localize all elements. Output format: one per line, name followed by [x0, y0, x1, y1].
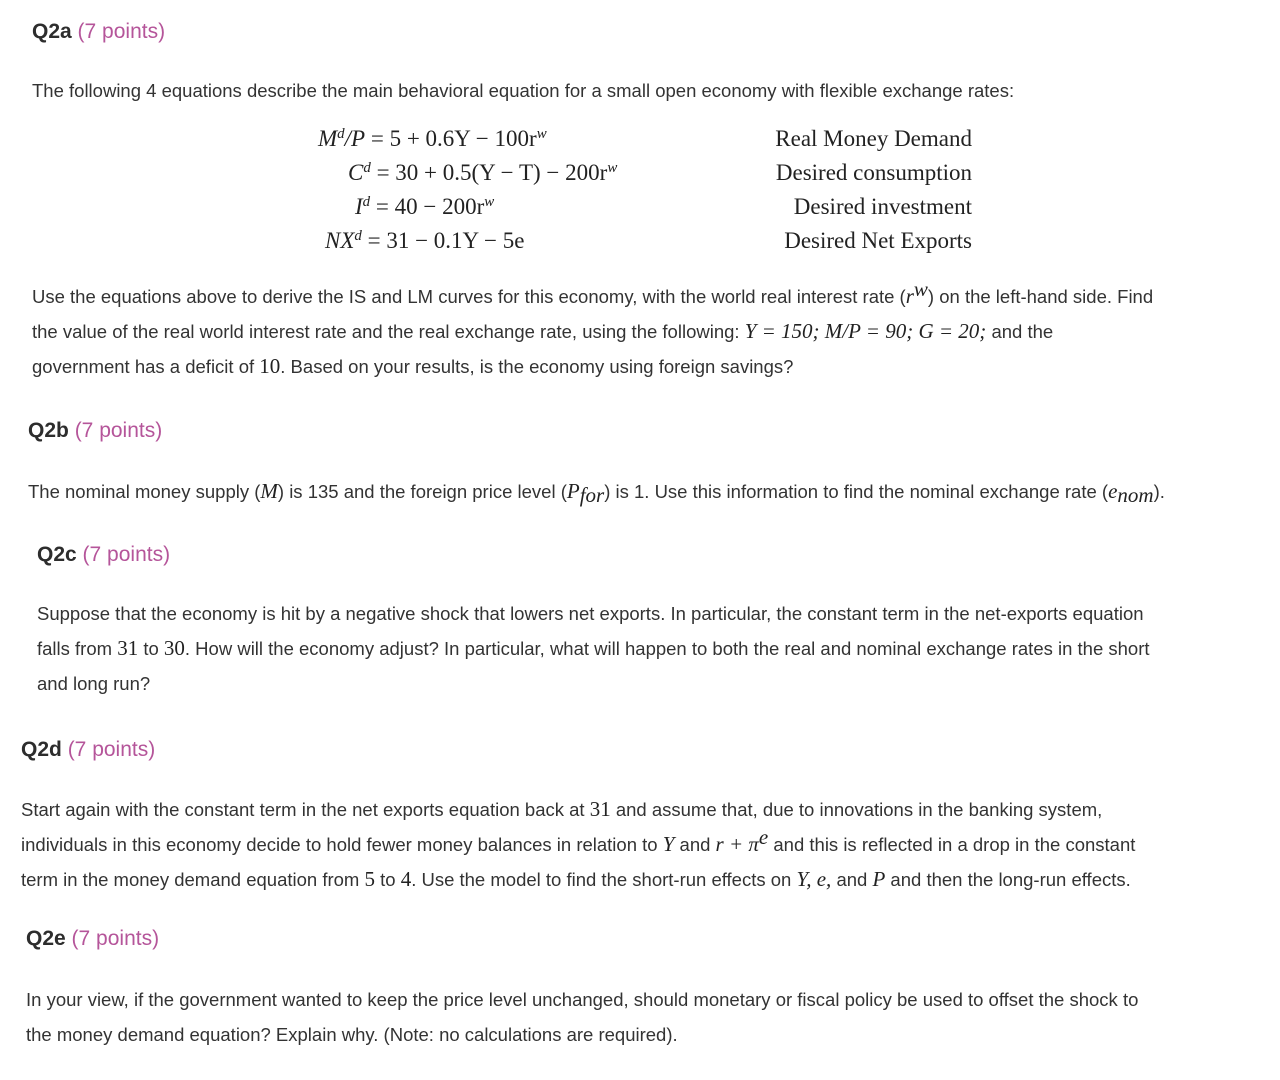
- q2a-heading: [32, 20, 165, 44]
- eq2-lhs-sup: d: [363, 159, 371, 176]
- eq3-lhs-sup: d: [362, 193, 371, 210]
- q2e-body: In your view, if the government wanted to keep the price level unchanged, should monetary or fiscal policy be used to offset the shock to the money demand equation? Explain why. (Note: no calculations are required).: [26, 989, 1139, 1045]
- eq1-rhs-sup: w: [536, 125, 547, 142]
- eq1-rhs: = 5 + 0.6Y − 100r: [370, 126, 537, 151]
- eq4-lhs-sup: d: [354, 227, 362, 244]
- eq2-rhs-sup: w: [607, 159, 618, 176]
- q2e-points: (7 points): [71, 927, 160, 950]
- q2a-body: Use the equations above to derive the IS and LM curves for this economy, with the world real interest rate $(r^w)$ on the left-hand side. Find the value of the real world interest rate and the real exchange rate, using the following: Y = 150; M/P = 90; G = 20; and the government has a deficit of 10. Based on your results, is the economy using foreign savings?: [32, 277, 1154, 378]
- eq4-rhs: = 31 − 0.1Y − 5e: [367, 228, 525, 253]
- equation-row-net-exports: [0, 228, 1280, 262]
- q2d-heading: [21, 738, 155, 762]
- eq3-lhs-base: I: [355, 194, 363, 219]
- eq1-lhs-sup: d: [337, 125, 345, 142]
- eq3-rhs-sup: w: [484, 193, 495, 210]
- q2a-points: (7 points): [77, 20, 166, 43]
- eq2-lhs-base: C: [348, 160, 364, 185]
- eq2-label: Desired consumption: [775, 160, 972, 185]
- q2b-body: The nominal money supply (M) is 135 and the foreign price level $(P_{for})$ is 1. Use this information to find the nominal exchange rate $(e_{nom})$.: [28, 479, 1165, 507]
- eq2-rhs: = 30 + 0.5(Y − T) − 200r: [376, 160, 608, 185]
- q2a-intro: The following 4 equations describe the main behavioral equation for a small open economy with flexible exchange rates:: [32, 80, 1015, 101]
- q2c-heading: [37, 543, 170, 567]
- q2e-title: Q2e: [26, 927, 66, 950]
- equation-block: [0, 126, 1280, 262]
- q2c-title: Q2c: [37, 543, 77, 566]
- eq4-lhs-base: NX: [325, 228, 355, 253]
- eq3-rhs: = 40 − 200r: [375, 194, 485, 219]
- equation-row-investment: [0, 194, 1280, 228]
- eq1-lhs-base: M: [318, 126, 338, 151]
- q2d-points: (7 points): [67, 738, 156, 761]
- q2a-given-values: Y = 150; M/P = 90; G = 20;: [744, 319, 987, 343]
- q2c-body: Suppose that the economy is hit by a negative shock that lowers net exports. In particular, the constant term in the net-exports equation falls from 31 to 30. How will the economy adjust? In particular, what will happen to both the real and nominal exchange rates in the short and long run?: [37, 603, 1150, 694]
- eq3-label: Desired investment: [793, 194, 972, 219]
- equation-row-consumption: [0, 160, 1280, 194]
- q2d-body: Start again with the constant term in the net exports equation back at 31 and assume that, due to innovations in the banking system, individuals in this economy decide to hold fewer money balances in relation to Y and $r + \pi^e$ and this is reflected in a drop in the constant term in the money demand equation from 5 to 4. Use the model to find the short-run effects on Y, e, and P and then the long-run effects.: [21, 797, 1136, 891]
- q2c-points: (7 points): [82, 543, 171, 566]
- q2e-heading: [26, 927, 159, 951]
- eq1-label: Real Money Demand: [775, 126, 972, 151]
- eq1-lhs-rest: /P: [344, 126, 366, 151]
- equation-row-money-demand: [0, 126, 1280, 160]
- q2b-heading: [28, 419, 162, 443]
- q2d-title: Q2d: [21, 738, 62, 761]
- q2b-title: Q2b: [28, 419, 69, 442]
- eq4-label: Desired Net Exports: [784, 228, 972, 253]
- q2a-title: Q2a: [32, 20, 72, 43]
- q2b-points: (7 points): [74, 419, 163, 442]
